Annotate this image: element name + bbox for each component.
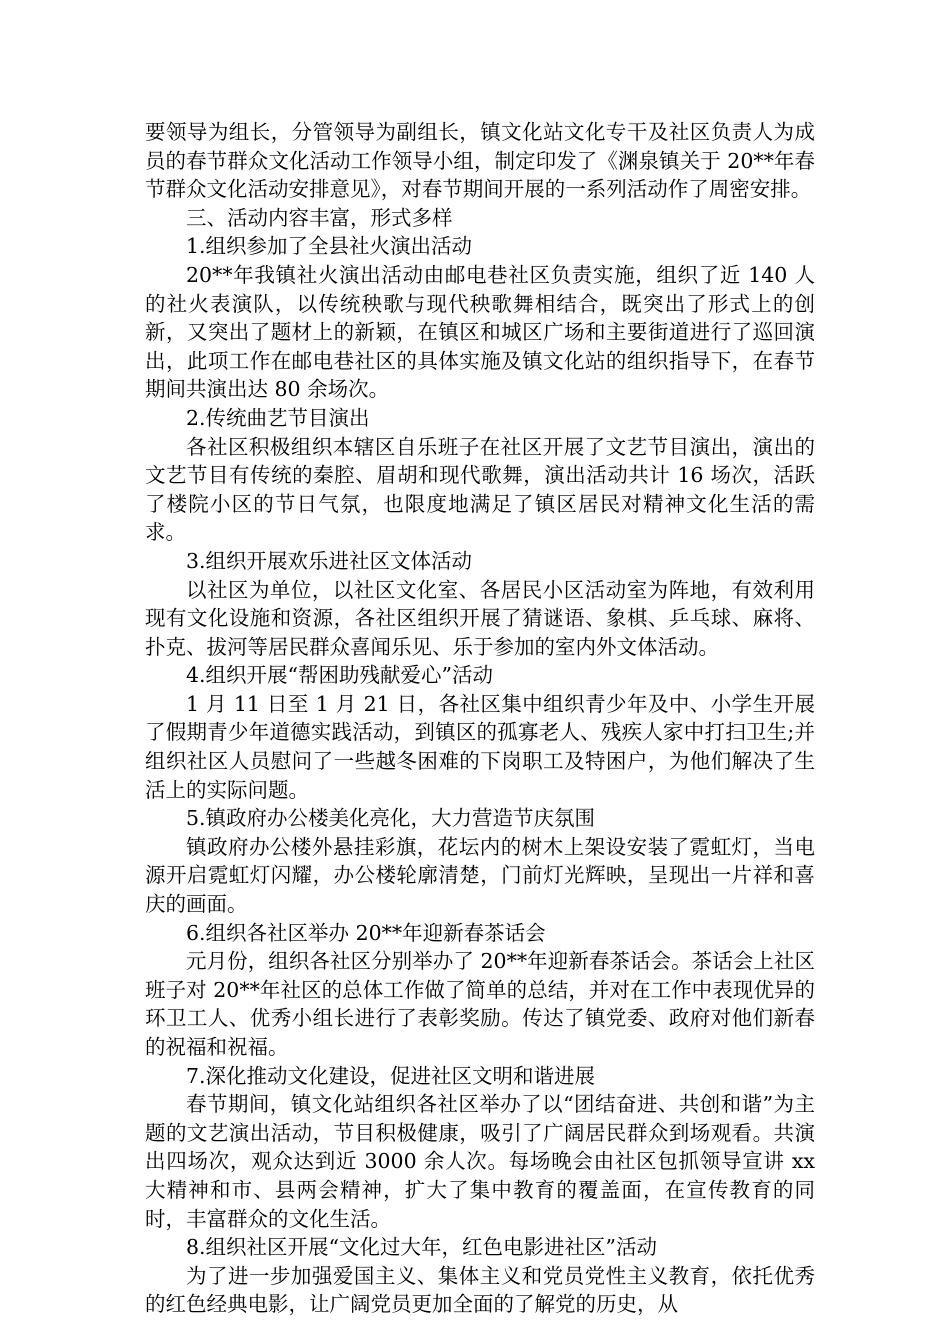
subheading-6: 6.组织各社区举办 20**年迎新春茶话会 (186, 920, 546, 945)
section-heading-activities: 三、活动内容丰富，形式多样 (186, 205, 453, 230)
paragraph-1: 20**年我镇社火演出活动由邮电巷社区负责实施，组织了近 140 人的社火表演队，以传统秧歌与现代秧歌舞相结合，既突出了形式上的创新，又突出了题材上的新颖，在镇区和城区广场和主要街道进行了巡回演出，此项工作在邮电巷社区的具体实施及镇文化站的组织指导下，在春节期间共演出达 80 余场次。 (145, 262, 815, 402)
paragraph-8: 为了进一步加强爱国主义、集体主义和党员党性主义教育，依托优秀的红色经典电影，让广阔党员更加全面的了解党的历史，从 (145, 1263, 815, 1317)
subheading-1: 1.组织参加了全县社火演出活动 (186, 234, 473, 259)
paragraph-6: 元月份，组织各社区分别举办了 20**年迎新春茶话会。茶话会上社区班子对 20**年社区的总体工作做了简单的总结，并对在工作中表现优异的环卫工人、优秀小组长进行了表彰奖励。传达了镇党委、政府对他们新春的祝福和祝福。 (145, 949, 815, 1059)
subheading-2: 2.传统曲艺节目演出 (186, 405, 370, 430)
paragraph-3: 以社区为单位，以社区文化室、各居民小区活动室为阵地，有效利用现有文化设施和资源，各社区组织开展了猜谜语、象棋、乒乓球、麻将、扑克、拔河等居民群众喜闻乐见、乐于参加的室内外文体活动。 (145, 577, 815, 659)
subheading-8: 8.组织社区开展“文化过大年，红色电影进社区”活动 (186, 1235, 658, 1260)
paragraph-leadership-group: 要领导为组长，分管领导为副组长，镇文化站文化专干及社区负责人为成员的春节群众文化活动工作领导小组，制定印发了《渊泉镇关于 20**年春节群众文化活动安排意见》，对春节期间开展的一系列活动作了周密安排。 (145, 120, 815, 202)
paragraph-4: 1 月 11 日至 1 月 21 日，各社区集中组织青少年及中、小学生开展了假期青少年道德实践活动，到镇区的孤寡老人、残疾人家中打扫卫生;并组织社区人员慰问了一些越冬困难的下岗职工及特困户，为他们解决了生活上的实际问题。 (145, 691, 815, 802)
subheading-3: 3.组织开展欢乐进社区文体活动 (186, 548, 473, 573)
subheading-7: 7.深化推动文化建设，促进社区文明和谐进展 (186, 1063, 596, 1088)
subheading-5: 5.镇政府办公楼美化亮化，大力营造节庆氛围 (186, 806, 596, 831)
paragraph-2: 各社区积极组织本辖区自乐班子在社区开展了文艺节目演出，演出的文艺节目有传统的秦腔、眉胡和现代歌舞，演出活动共计 16 场次，活跃了楼院小区的节日气氛，也限度地满足了镇区居民对精神文化生活的需求。 (145, 434, 815, 545)
document-body (145, 118, 815, 1319)
paragraph-5: 镇政府办公楼外悬挂彩旗，花坛内的树木上架设安装了霓虹灯，当电源开启霓虹灯闪耀，办公楼轮廓清楚，门前灯光辉映，呈现出一片祥和喜庆的画面。 (145, 834, 815, 917)
paragraph-7: 春节期间，镇文化站组织各社区举办了以“团结奋进、共创和谐”为主题的文艺演出活动，节目积极健康，吸引了广阔居民群众到场观看。共演出四场次，观众达到近 3000 余人次。每场晚会由社区包抓领导宣讲 xx 大精神和市、县两会精神，扩大了集中教育的覆盖面，在宣传教育的同时，丰富群众的文化生活。 (145, 1092, 815, 1231)
subheading-4: 4.组织开展“帮困助残献爱心”活动 (186, 663, 494, 688)
